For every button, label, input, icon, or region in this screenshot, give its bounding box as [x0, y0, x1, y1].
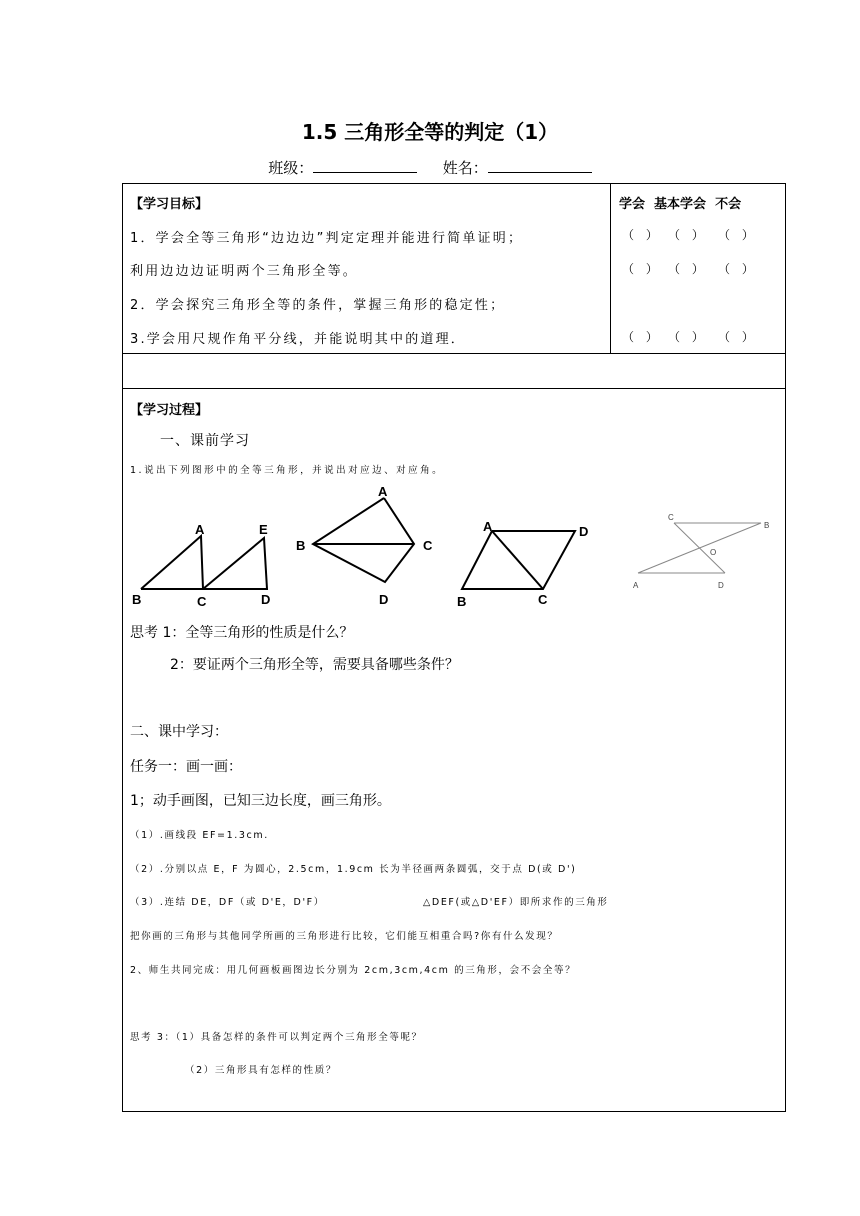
paren-3-b[interactable]: （ ） — [668, 330, 708, 344]
figure-3 — [455, 517, 605, 617]
fig1-triangle-ced — [203, 538, 267, 589]
sub-step-3-result: △DEF(或△D'EF）即所求作的三角形 — [423, 897, 609, 908]
pre-study-heading: 一、课前学习 — [160, 433, 250, 449]
fig1-label-e: E — [259, 522, 268, 537]
paren-2-a[interactable]: （ ） — [622, 262, 662, 276]
fig3-label-c: C — [538, 592, 548, 607]
fig4-label-c: C — [668, 513, 674, 522]
fig2-label-d: D — [379, 592, 389, 607]
step-1: 1；动手画图，已知三边长度，画三角形。 — [130, 793, 391, 809]
fig3-label-a: A — [483, 519, 493, 534]
fig1-label-c: C — [197, 594, 207, 609]
fig4-line-ab — [638, 523, 761, 573]
fig4-label-d: D — [718, 581, 724, 590]
paren-2-c[interactable]: （ ） — [718, 262, 758, 276]
student-info — [0, 157, 860, 178]
think-1: 思考 1：全等三角形的性质是什么？ — [130, 625, 354, 641]
think-2: 2：要证两个三角形全等，需要具备哪些条件？ — [170, 657, 459, 673]
sub-step-2: （2）.分别以点 E，F 为圆心，2.5cm，1.9cm 长为半径画两条圆弧，交于点 D(或 D') — [130, 864, 577, 875]
fig2-quadrilateral — [313, 498, 414, 582]
fig1-label-b: B — [132, 592, 142, 607]
fig1-triangle-abc — [141, 536, 203, 589]
goal-line-4: 3.学会用尺规作角平分线，并能说明其中的道理． — [130, 332, 467, 347]
name-label: 姓名： — [442, 159, 488, 177]
figure-1 — [125, 522, 275, 632]
fig1-label-a: A — [195, 522, 205, 537]
fig4-label-a: A — [633, 581, 639, 590]
paren-2-b[interactable]: （ ） — [668, 262, 708, 276]
goal-line-1: 1．学会全等三角形“边边边”判定定理并能进行简单证明； — [130, 231, 524, 246]
class-blank[interactable] — [313, 157, 417, 173]
question-1: 1.说出下列图形中的全等三角形，并说出对应边、对应角。 — [130, 465, 445, 476]
step-2: 2、师生共同完成：用几何画板画图边长分别为 2cm,3cm,4cm 的三角形，会不会全等？ — [130, 965, 577, 976]
class-label: 班级： — [268, 159, 314, 177]
fig2-label-a: A — [378, 484, 388, 499]
in-class-heading: 二、课中学习： — [130, 724, 228, 740]
process-box — [122, 388, 786, 1112]
paren-1-a[interactable]: （ ） — [622, 228, 662, 242]
paren-3-c[interactable]: （ ） — [718, 330, 758, 344]
fig3-diagonal-ac — [492, 531, 543, 589]
paren-1-c[interactable]: （ ） — [718, 228, 758, 242]
sub-step-1: （1）.画线段 EF=1.3cm. — [130, 830, 269, 841]
task-1: 任务一：画一画： — [130, 759, 242, 775]
paren-1-b[interactable]: （ ） — [668, 228, 708, 242]
sub-step-3: （3）.连结 DE，DF（或 D'E，D'F） — [130, 897, 325, 908]
fig3-label-d: D — [579, 524, 589, 539]
goal-line-2: 利用边边边证明两个三角形全等。 — [130, 264, 359, 279]
compare-question: 把你画的三角形与其他同学所画的三角形进行比较，它们能互相重合吗?你有什么发现？ — [130, 931, 559, 942]
fig3-label-b: B — [457, 594, 467, 609]
figure-4 — [630, 510, 780, 600]
name-blank[interactable] — [488, 157, 592, 173]
process-heading: 【学习过程】 — [130, 403, 209, 418]
goal-line-3: 2．学会探究三角形全等的条件，掌握三角形的稳定性； — [130, 298, 506, 313]
fig1-label-d: D — [261, 592, 271, 607]
figure-2 — [290, 482, 450, 612]
paren-3-a[interactable]: （ ） — [622, 330, 662, 344]
think-3-2: （2）三角形具有怎样的性质？ — [185, 1065, 337, 1076]
fig2-label-b: B — [296, 538, 306, 553]
empty-row — [122, 353, 786, 389]
page-title: 1.5 三角形全等的判定（1） — [301, 120, 559, 144]
think-3-1: 思考 3：（1）具备怎样的条件可以判定两个三角形全等呢？ — [130, 1032, 423, 1043]
assessment-header: 学会 基本学会 不会 — [619, 197, 742, 212]
fig4-label-b: B — [764, 521, 770, 530]
goals-heading: 【学习目标】 — [130, 197, 209, 212]
fig2-label-c: C — [423, 538, 433, 553]
fig4-label-o: O — [710, 548, 717, 557]
